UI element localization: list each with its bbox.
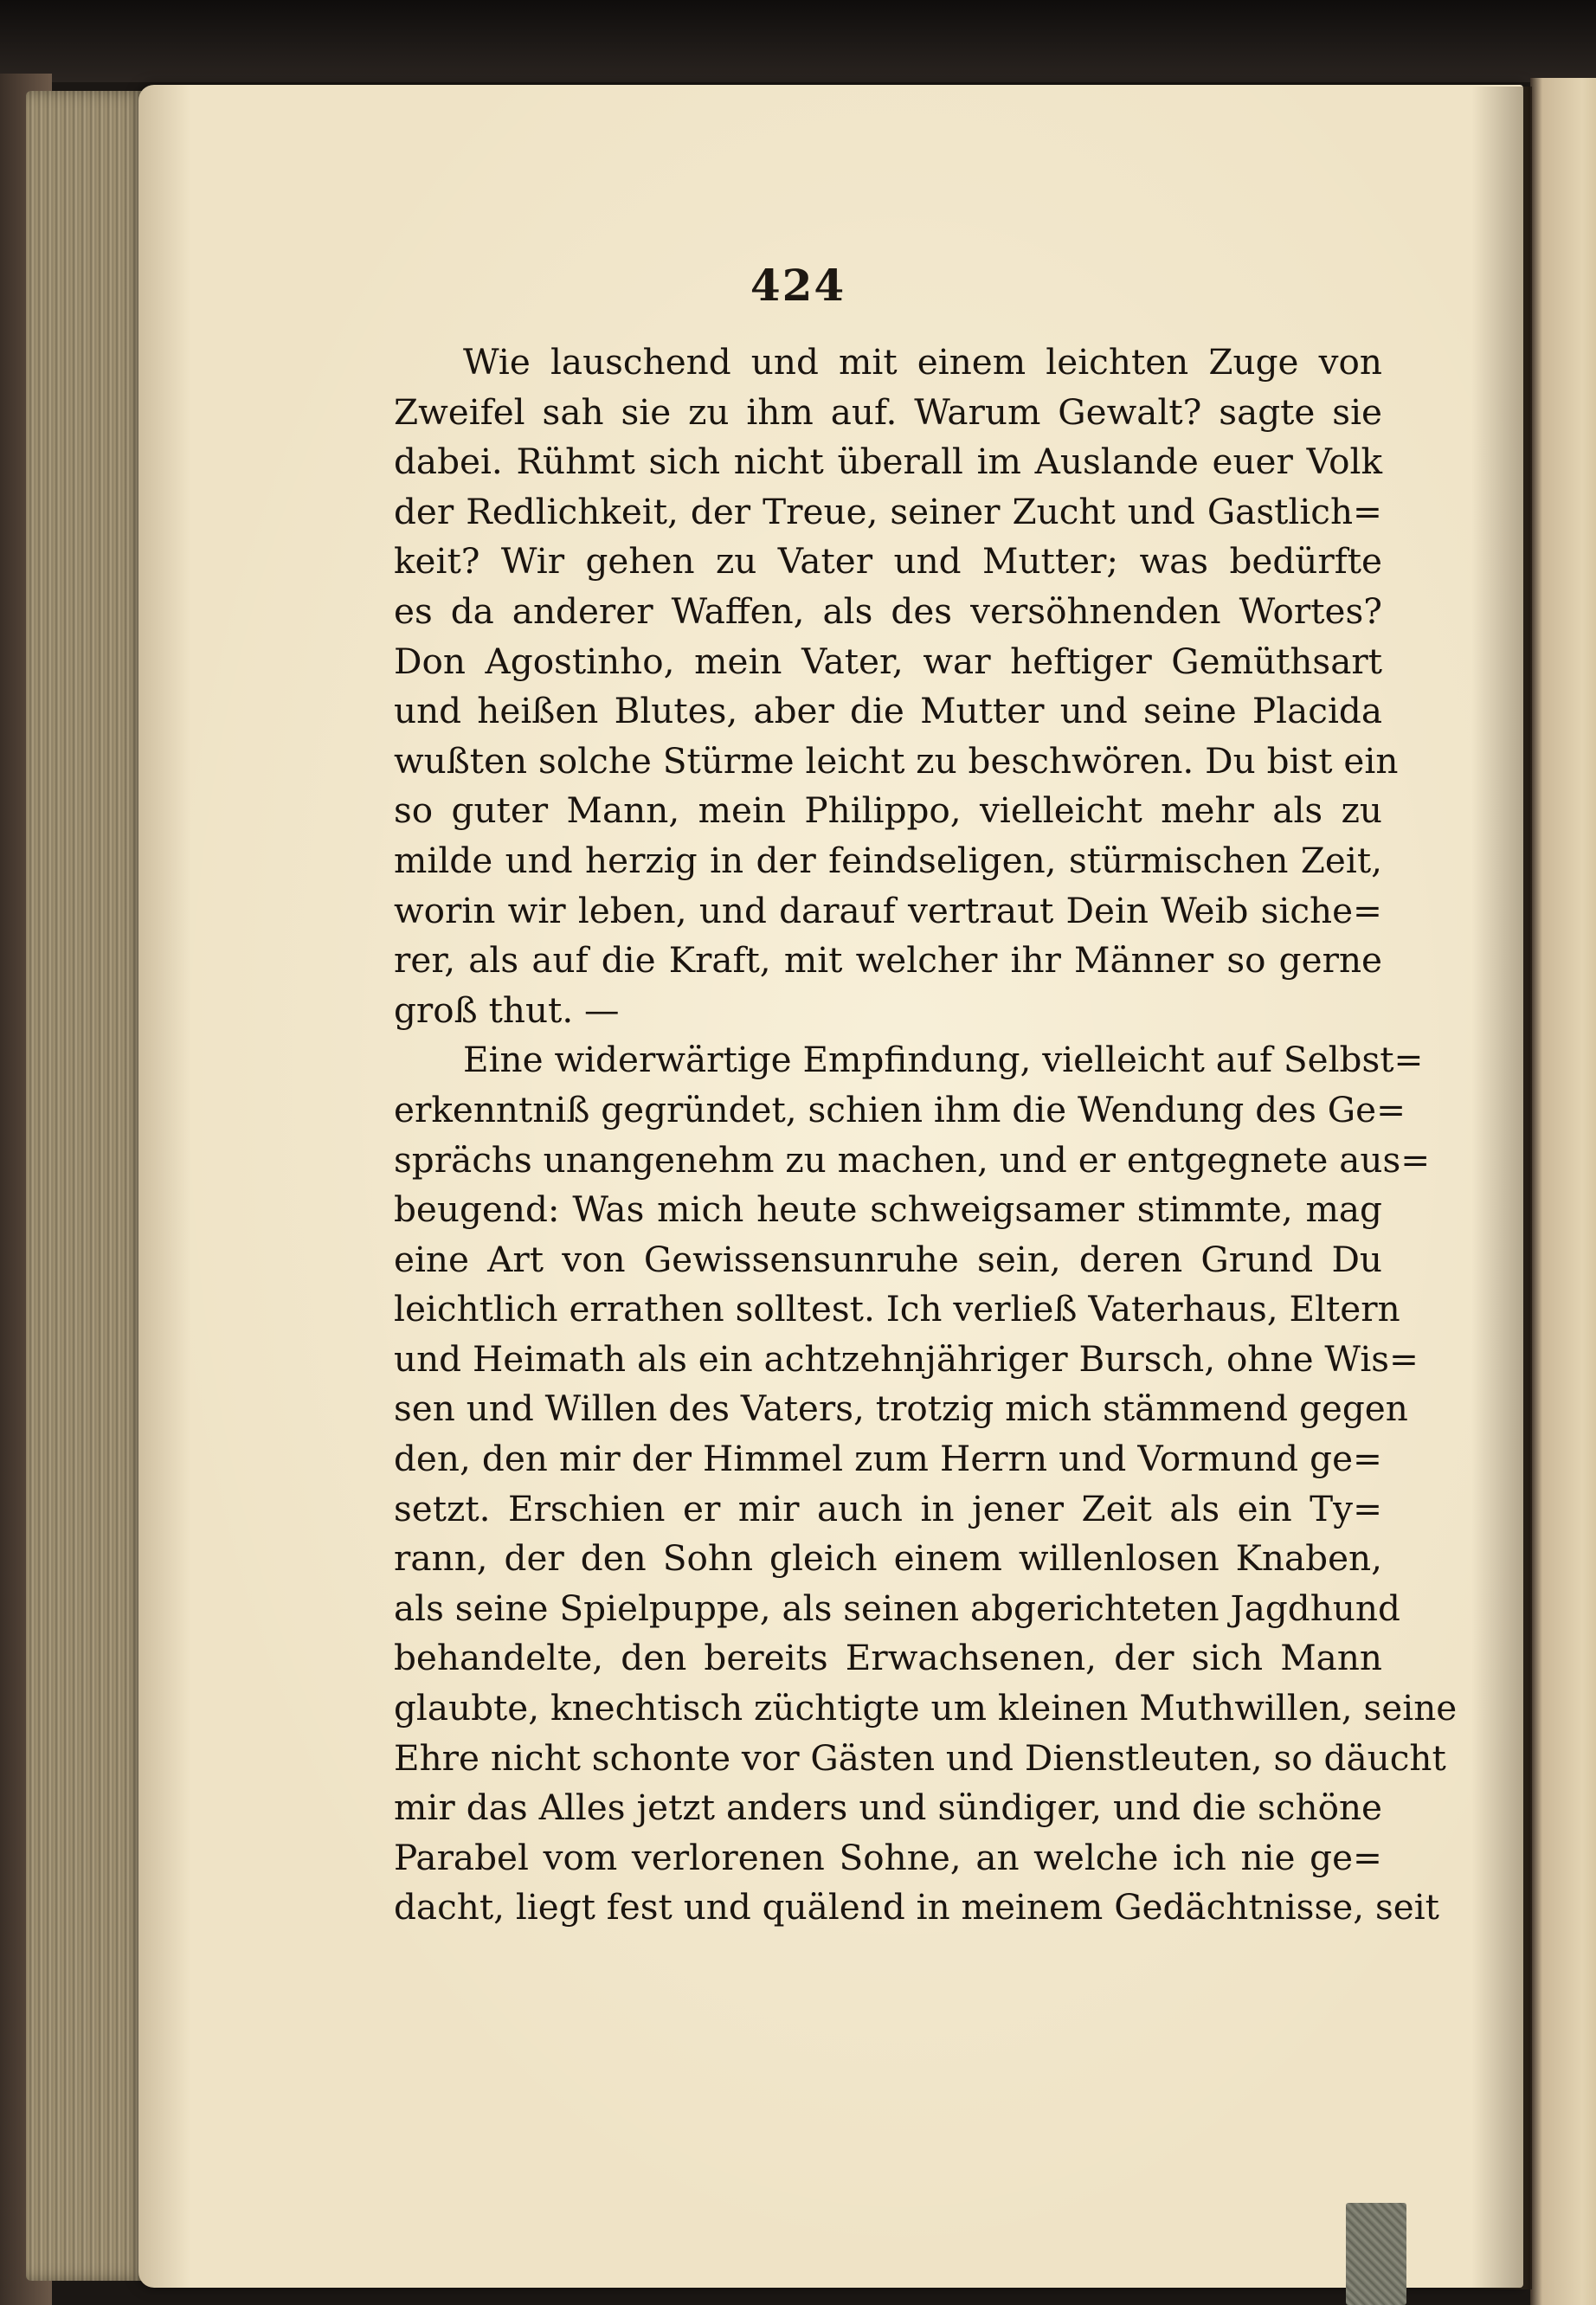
facing-page-edge bbox=[1530, 78, 1596, 2305]
text-line: dabei. Rühmt sich nicht überall im Auslande euer Volk bbox=[394, 441, 1382, 483]
text-line: der Redlichkeit, der Treue, seiner Zucht und Gastlich= bbox=[394, 490, 1382, 532]
text-line: und Heimath als ein achtzehnjähriger Bursch, ohne Wis= bbox=[394, 1337, 1419, 1380]
page-gutter-shadow bbox=[1471, 87, 1532, 2289]
text-line: milde und herzig in der feindseligen, stürmischen Zeit, bbox=[394, 839, 1382, 881]
page-edges bbox=[26, 91, 156, 2281]
text-line: leichtlich errathen solltest. Ich verließ Vaterhaus, Eltern bbox=[394, 1288, 1400, 1330]
text-line: so guter Mann, mein Philippo, vielleicht mehr als zu bbox=[394, 789, 1382, 832]
text-line: als seine Spielpuppe, als seinen abgerichteten Jagdhund bbox=[394, 1587, 1400, 1629]
scan-background-top bbox=[0, 0, 1596, 82]
text-line: setzt. Erschien er mir auch in jener Zeit als ein Ty= bbox=[394, 1487, 1382, 1529]
text-line: mir das Alles jetzt anders und sündiger, und die schöne bbox=[394, 1787, 1382, 1829]
text-line: Don Agostinho, mein Vater, war heftiger Gemüthsart bbox=[394, 640, 1382, 682]
text-line: und heißen Blutes, aber die Mutter und seine Placida bbox=[394, 690, 1382, 732]
text-line: glaubte, knechtisch züchtigte um kleinen Muthwillen, seine bbox=[394, 1687, 1458, 1729]
text-line: behandelte, den bereits Erwachsenen, der sich Mann bbox=[394, 1637, 1382, 1679]
text-line: beugend: Was mich heute schweigsamer stimmte, mag bbox=[394, 1188, 1382, 1231]
text-line: Wie lauschend und mit einem leichten Zuge von bbox=[463, 341, 1382, 383]
text-line: Parabel vom verlorenen Sohne, an welche ich nie ge= bbox=[394, 1836, 1382, 1878]
text-line: es da anderer Waffen, als des versöhnenden Wortes? bbox=[394, 589, 1382, 632]
page-number: 424 bbox=[750, 260, 846, 311]
text-line: worin wir leben, und darauf vertraut Dein Weib siche= bbox=[394, 889, 1382, 931]
text-line: Eine widerwärtige Empfindung, vielleicht auf Selbst= bbox=[463, 1039, 1424, 1081]
text-line: Ehre nicht schonte vor Gästen und Dienstleuten, so däucht bbox=[394, 1736, 1446, 1779]
text-line: rann, der den Sohn gleich einem willenlosen Knaben, bbox=[394, 1537, 1382, 1580]
text-line: rer, als auf die Kraft, mit welcher ihr Männer so gerne bbox=[394, 939, 1382, 982]
text-line: dacht, liegt fest und quälend in meinem Gedächtnisse, seit bbox=[394, 1886, 1439, 1928]
text-line: keit? Wir gehen zu Vater und Mutter; was bedürfte bbox=[394, 540, 1382, 583]
text-line: den, den mir der Himmel zum Herrn und Vormund ge= bbox=[394, 1438, 1382, 1480]
text-line: erkenntniß gegründet, schien ihm die Wendung des Ge= bbox=[394, 1088, 1406, 1130]
text-line: groß thut. — bbox=[394, 988, 620, 1031]
body-text bbox=[394, 338, 1458, 1933]
text-line: eine Art von Gewissensunruhe sein, deren Grund Du bbox=[394, 1238, 1382, 1280]
text-line: sprächs unangenehm zu machen, und er entgegnete aus= bbox=[394, 1138, 1431, 1181]
text-line: Zweifel sah sie zu ihm auf. Warum Gewalt? sagte sie bbox=[394, 390, 1382, 433]
bookmark-ribbon bbox=[1346, 2203, 1406, 2305]
text-line: sen und Willen des Vaters, trotzig mich stämmend gegen bbox=[394, 1388, 1408, 1430]
text-line: wußten solche Stürme leicht zu beschwören. Du bist ein bbox=[394, 739, 1399, 782]
